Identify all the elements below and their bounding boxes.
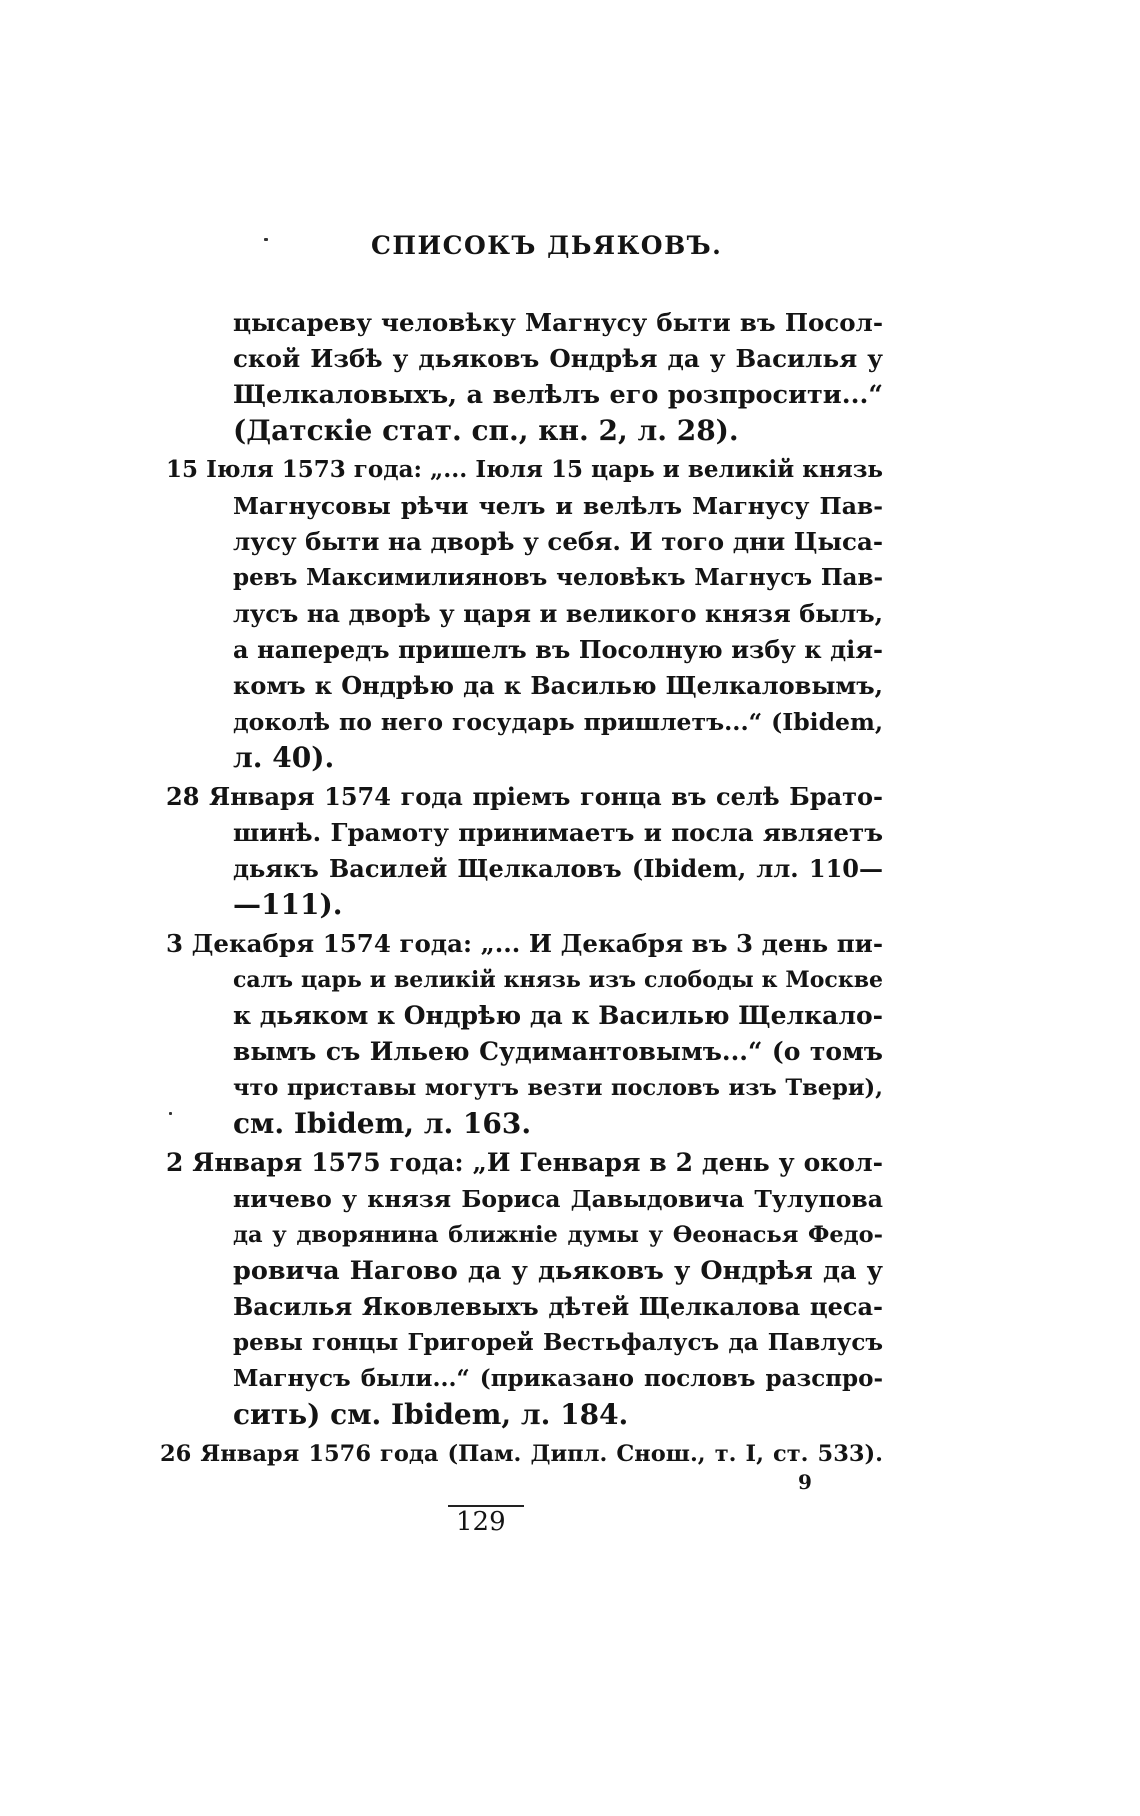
text-line: 3 Декабря 1574 года: „... И Декабря въ 3 день пи- [166,929,883,958]
text-line: 26 Января 1576 года (Пам. Дипл. Снош., т. I, ст. 533). [160,1441,883,1467]
text-line: да у дворянина ближніе думы у Ѳеонасья Федо- [233,1222,883,1248]
text-line: лусу быти на дворѣ у себя. И того дни Цыса- [233,527,883,556]
text-line: цысареву человѣку Магнусу быти въ Посол- [233,308,883,337]
text-line: салъ царь и великій князь изъ слободы к Москве [233,967,883,993]
text-line: лусъ на дворѣ у царя и великого князя былъ, [233,599,883,628]
text-line: шинѣ. Грамоту принимаетъ и посла являетъ [233,818,883,847]
text-line: ской Избѣ у дьяковъ Ондрѣя да у Василья у [233,344,883,373]
text-line: к дьяком к Ондрѣю да к Василью Щелкало- [233,1001,884,1030]
print-speck [169,1112,172,1115]
text-line: а напередъ пришелъ въ Посолную избу к дія- [233,635,883,664]
text-line: дьякъ Василей Щелкаловъ (Ibidem, лл. 110— [233,854,883,883]
signature-mark: 9 [798,1470,812,1494]
text-line: 28 Января 1574 года пріемъ гонца въ селѣ Брато- [166,782,883,811]
running-title: СПИСОКЪ ДЬЯКОВЪ. [371,231,723,260]
text-line: комъ к Ондрѣю да к Василью Щелкаловымъ, [233,671,883,700]
print-speck [264,238,268,241]
text-line: Щелкаловыхъ, а велѣлъ его розпросити...“ [233,380,883,410]
text-line: Василья Яковлевыхъ дѣтей Щелкалова цеса- [233,1292,883,1321]
text-line: л. 40). [233,741,335,774]
text-line: (Датскіе стат. сп., кн. 2, л. 28). [233,414,739,447]
text-line: Магнусовы рѣчи челъ и велѣлъ Магнусу Пав- [233,492,883,520]
text-line: 15 Іюля 1573 года: „... Іюля 15 царь и великій князь [166,456,883,483]
text-line: 2 Января 1575 года: „И Генваря в 2 день у окол- [166,1148,883,1177]
text-line: что приставы могутъ везти пословъ изъ Твери), [233,1075,883,1101]
text-line: вымъ съ Ильею Судимантовымъ...“ (о томъ [233,1037,883,1066]
text-line: ревы гонцы Григорей Вестьфалусъ да Павлусъ [233,1329,883,1356]
text-line: Магнусъ были...“ (приказано пословъ разспро- [233,1365,883,1392]
text-line: —111). [233,888,343,921]
text-line: ничево у князя Бориса Давыдовича Тулупова [233,1185,883,1213]
text-line: доколѣ по него государь пришлетъ...“ (Ibidem, [233,708,883,736]
page-number: 129 [456,1507,506,1537]
text-line: см. Ibidem, л. 163. [233,1107,532,1140]
text-line: ревъ Максимилияновъ человѣкъ Магнусъ Пав- [233,564,883,591]
text-line: ровича Нагово да у дьяковъ у Ондрѣя да у [233,1256,883,1286]
text-line: сить) см. Ibidem, л. 184. [233,1398,629,1431]
